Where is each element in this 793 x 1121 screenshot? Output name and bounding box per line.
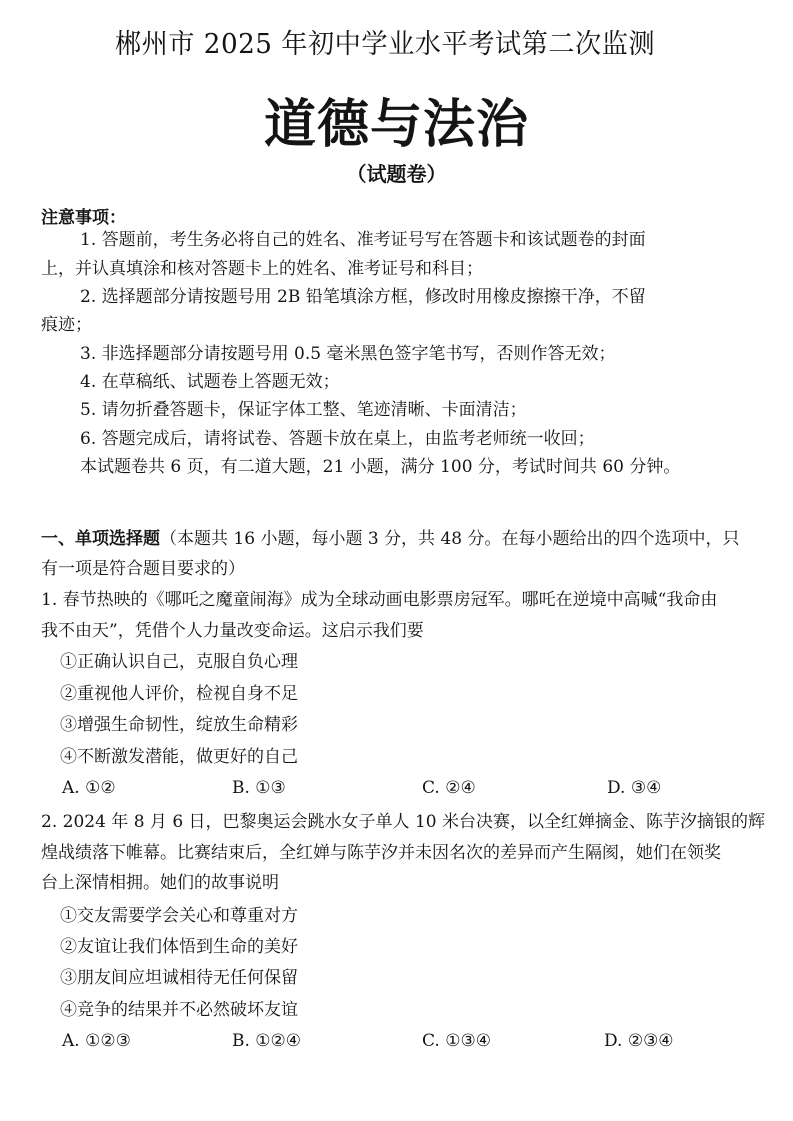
question-item: ③增强生命韧性，绽放生命精彩 xyxy=(60,715,298,735)
question-item: ③朋友间应坦诚相待无任何保留 xyxy=(60,968,298,988)
question-item: ②重视他人评价，检视自身不足 xyxy=(60,684,298,704)
option-d: D. ③④ xyxy=(607,778,662,798)
section-header xyxy=(41,528,740,550)
notice-line: 本试题卷共 6 页，有二道大题，21 小题，满分 100 分，考试时间共 60 分钟。 xyxy=(80,457,681,477)
notice-line: 4. 在草稿纸、试题卷上答题无效； xyxy=(80,372,340,392)
exam-title: 郴州市 2025 年初中学业水平考试第二次监测 xyxy=(114,29,656,60)
notice-line: 2. 选择题部分请按题号用 2B 铅笔填涂方框，修改时用橡皮擦擦干净，不留 xyxy=(80,287,646,307)
section-desc-line2: 有一项是符合题目要求的） xyxy=(41,559,245,579)
paper-type: （试题卷） xyxy=(346,162,447,186)
question-stem: 1. 春节热映的《哪吒之魔童闹海》成为全球动画电影票房冠军。哪吒在逆境中高喊“我命由 xyxy=(41,590,718,610)
notice-line: 痕迹； xyxy=(41,315,92,335)
question-stem: 2. 2024 年 8 月 6 日，巴黎奥运会跳水女子单人 10 米台决赛，以全红婵摘金、陈芋汐摘银的辉 xyxy=(41,812,765,832)
notice-line: 6. 答题完成后，请将试卷、答题卡放在桌上，由监考老师统一收回； xyxy=(80,429,595,449)
option-a: A. ①②③ xyxy=(62,1031,131,1051)
question-stem: 煌战绩落下帷幕。比赛结束后，全红婵与陈芋汐并未因名次的差异而产生隔阂，她们在领奖 xyxy=(41,843,721,863)
section-title: 一、单项选择题 xyxy=(41,529,160,549)
notice-heading: 注意事项： xyxy=(41,208,126,228)
question-stem: 我不由天”，凭借个人力量改变命运。这启示我们要 xyxy=(41,621,424,641)
subject-title: 道德与法治 xyxy=(263,95,529,155)
question-item: ④竞争的结果并不必然破坏友谊 xyxy=(60,1000,298,1020)
option-c: C. ②④ xyxy=(422,778,476,798)
option-b: B. ①③ xyxy=(232,778,286,798)
option-d: D. ②③④ xyxy=(604,1031,674,1051)
question-item: ①交友需要学会关心和尊重对方 xyxy=(60,906,298,926)
question-stem: 台上深情相拥。她们的故事说明 xyxy=(41,873,279,893)
notice-line: 5. 请勿折叠答题卡，保证字体工整、笔迹清晰、卡面清洁； xyxy=(80,400,527,420)
notice-line: 上，并认真填涂和核对答题卡上的姓名、准考证号和科目； xyxy=(41,259,483,279)
notice-line: 3. 非选择题部分请按题号用 0.5 毫米黑色签字笔书写，否则作答无效； xyxy=(80,344,616,364)
section-desc: （本题共 16 小题，每小题 3 分，共 48 分。在每小题给出的四个选项中，只 xyxy=(160,529,740,549)
question-item: ①正确认识自己，克服自负心理 xyxy=(60,652,298,672)
option-b: B. ①②④ xyxy=(232,1031,302,1051)
question-item: ②友谊让我们体悟到生命的美好 xyxy=(60,937,298,957)
question-item: ④不断激发潜能，做更好的自己 xyxy=(60,747,298,767)
notice-line: 1. 答题前，考生务必将自己的姓名、准考证号写在答题卡和该试题卷的封面 xyxy=(80,230,646,250)
option-a: A. ①② xyxy=(62,778,116,798)
option-c: C. ①③④ xyxy=(422,1031,491,1051)
